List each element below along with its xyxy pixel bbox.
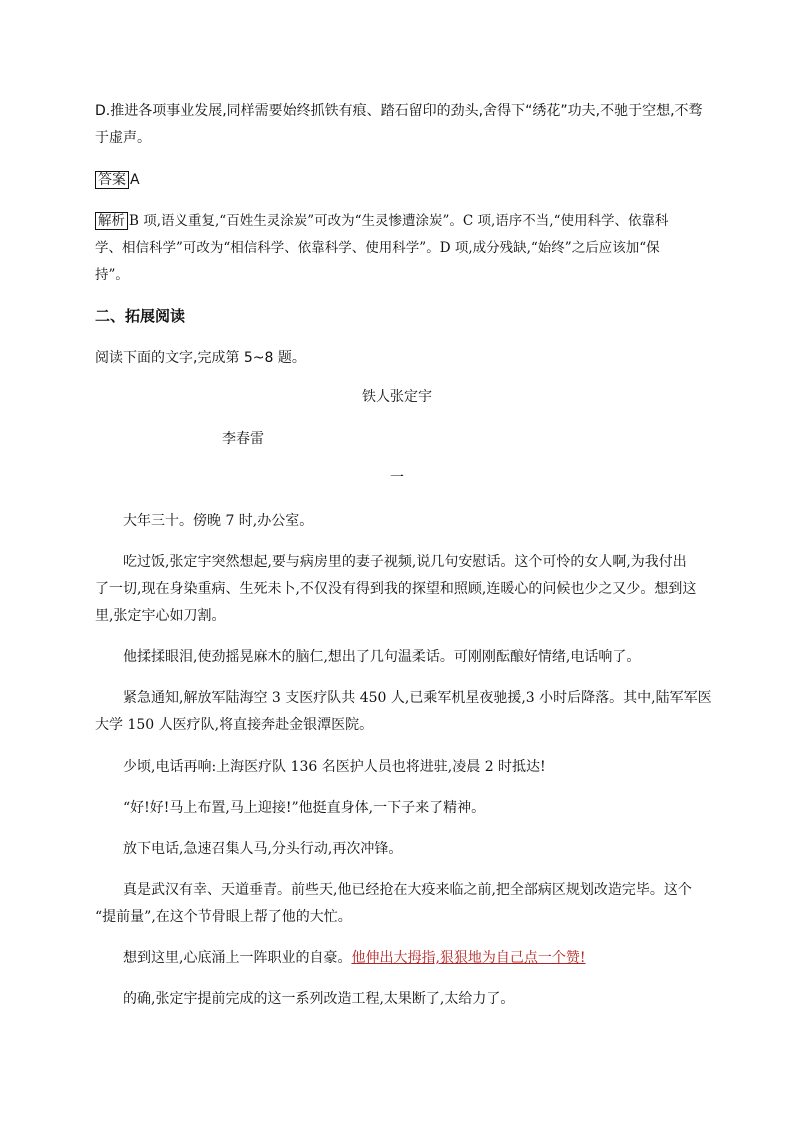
paragraph-6: “好!好!马上布置,马上迎接!”他挺直身体,一下子来了精神。 [123, 800, 486, 816]
analysis-line-1 [95, 211, 695, 231]
answer-value: A [130, 172, 140, 188]
answer-label-box: 答案 [95, 171, 129, 189]
answer-row [95, 170, 695, 190]
article-title: 铁人张定宇 [362, 389, 432, 405]
paragraph-2-line-3: 里,张定宇心如刀割。 [95, 608, 226, 624]
article-part-number: 一 [390, 470, 404, 486]
paragraph-1: 大年三十。傍晚 7 时,办公室。 [123, 513, 314, 529]
section-heading: 二、拓展阅读 [95, 307, 186, 325]
paragraph-2-line-2: 了一切,现在身染重病、生死未卜,不仅没有得到我的探望和照顾,连暖心的问候也少之又少。想到这 [95, 581, 697, 597]
paragraph-4-line-2: 大学 150 人医疗队,将直接奔赴金银潭医院。 [95, 717, 374, 733]
option-d-line-2: 于虚声。 [95, 130, 151, 146]
paragraph-3: 他揉揉眼泪,使劲摇晃麻木的脑仁,想出了几句温柔话。可刚刚酝酿好情绪,电话响了。 [123, 649, 641, 665]
article-author: 李春雷 [222, 431, 264, 447]
analysis-label-box: 解析 [95, 212, 128, 230]
paragraph-8-line-2: “提前量”,在这个节骨眼上帮了他的大忙。 [95, 909, 352, 925]
analysis-line-2: 学、相信科学”可改为“相信科学、依靠科学、使用科学”。D 项,成分残缺,“始终”之后应该加“保 [95, 240, 660, 256]
section-instruction: 阅读下面的文字,完成第 5~8 题。 [95, 350, 306, 366]
paragraph-7: 放下电话,急速召集人马,分头行动,再次冲锋。 [123, 841, 403, 857]
paragraph-4-line-1: 紧急通知,解放军陆海空 3 支医疗队共 450 人,已乘军机星夜驰援,3 小时后降落。其中,陆军军医 [123, 690, 712, 706]
paragraph-9 [123, 948, 723, 968]
paragraph-9-text: 想到这里,心底涌上一阵职业的自豪。 [123, 950, 352, 966]
option-d-line-1: D.推进各项事业发展,同样需要始终抓铁有痕、踏石留印的劲头,舍得下“绣花”功夫,不驰于空想,不骛 [95, 103, 703, 119]
paragraph-2-line-1: 吃过饭,张定宇突然想起,要与病房里的妻子视频,说几句安慰话。这个可怜的女人啊,为我付出 [123, 554, 687, 570]
paragraph-10: 的确,张定宇提前完成的这一系列改造工程,太果断了,太给力了。 [123, 991, 515, 1007]
underlined-sentence: 他伸出大拇指,狠狠地为自己点一个赞! [351, 950, 586, 966]
paragraph-8-line-1: 真是武汉有幸、天道垂青。前些天,他已经抢在大疫来临之前,把全部病区规划改造完毕。这个 [123, 882, 692, 898]
analysis-text-1: B 项,语义重复,“百姓生灵涂炭”可改为“生灵惨遭涂炭”。C 项,语序不当,“使用科学、依靠科 [129, 213, 669, 229]
analysis-line-3: 持”。 [95, 267, 129, 283]
paragraph-5: 少顷,电话再响:上海医疗队 136 名医护人员也将进驻,凌晨 2 时抵达! [123, 759, 546, 775]
